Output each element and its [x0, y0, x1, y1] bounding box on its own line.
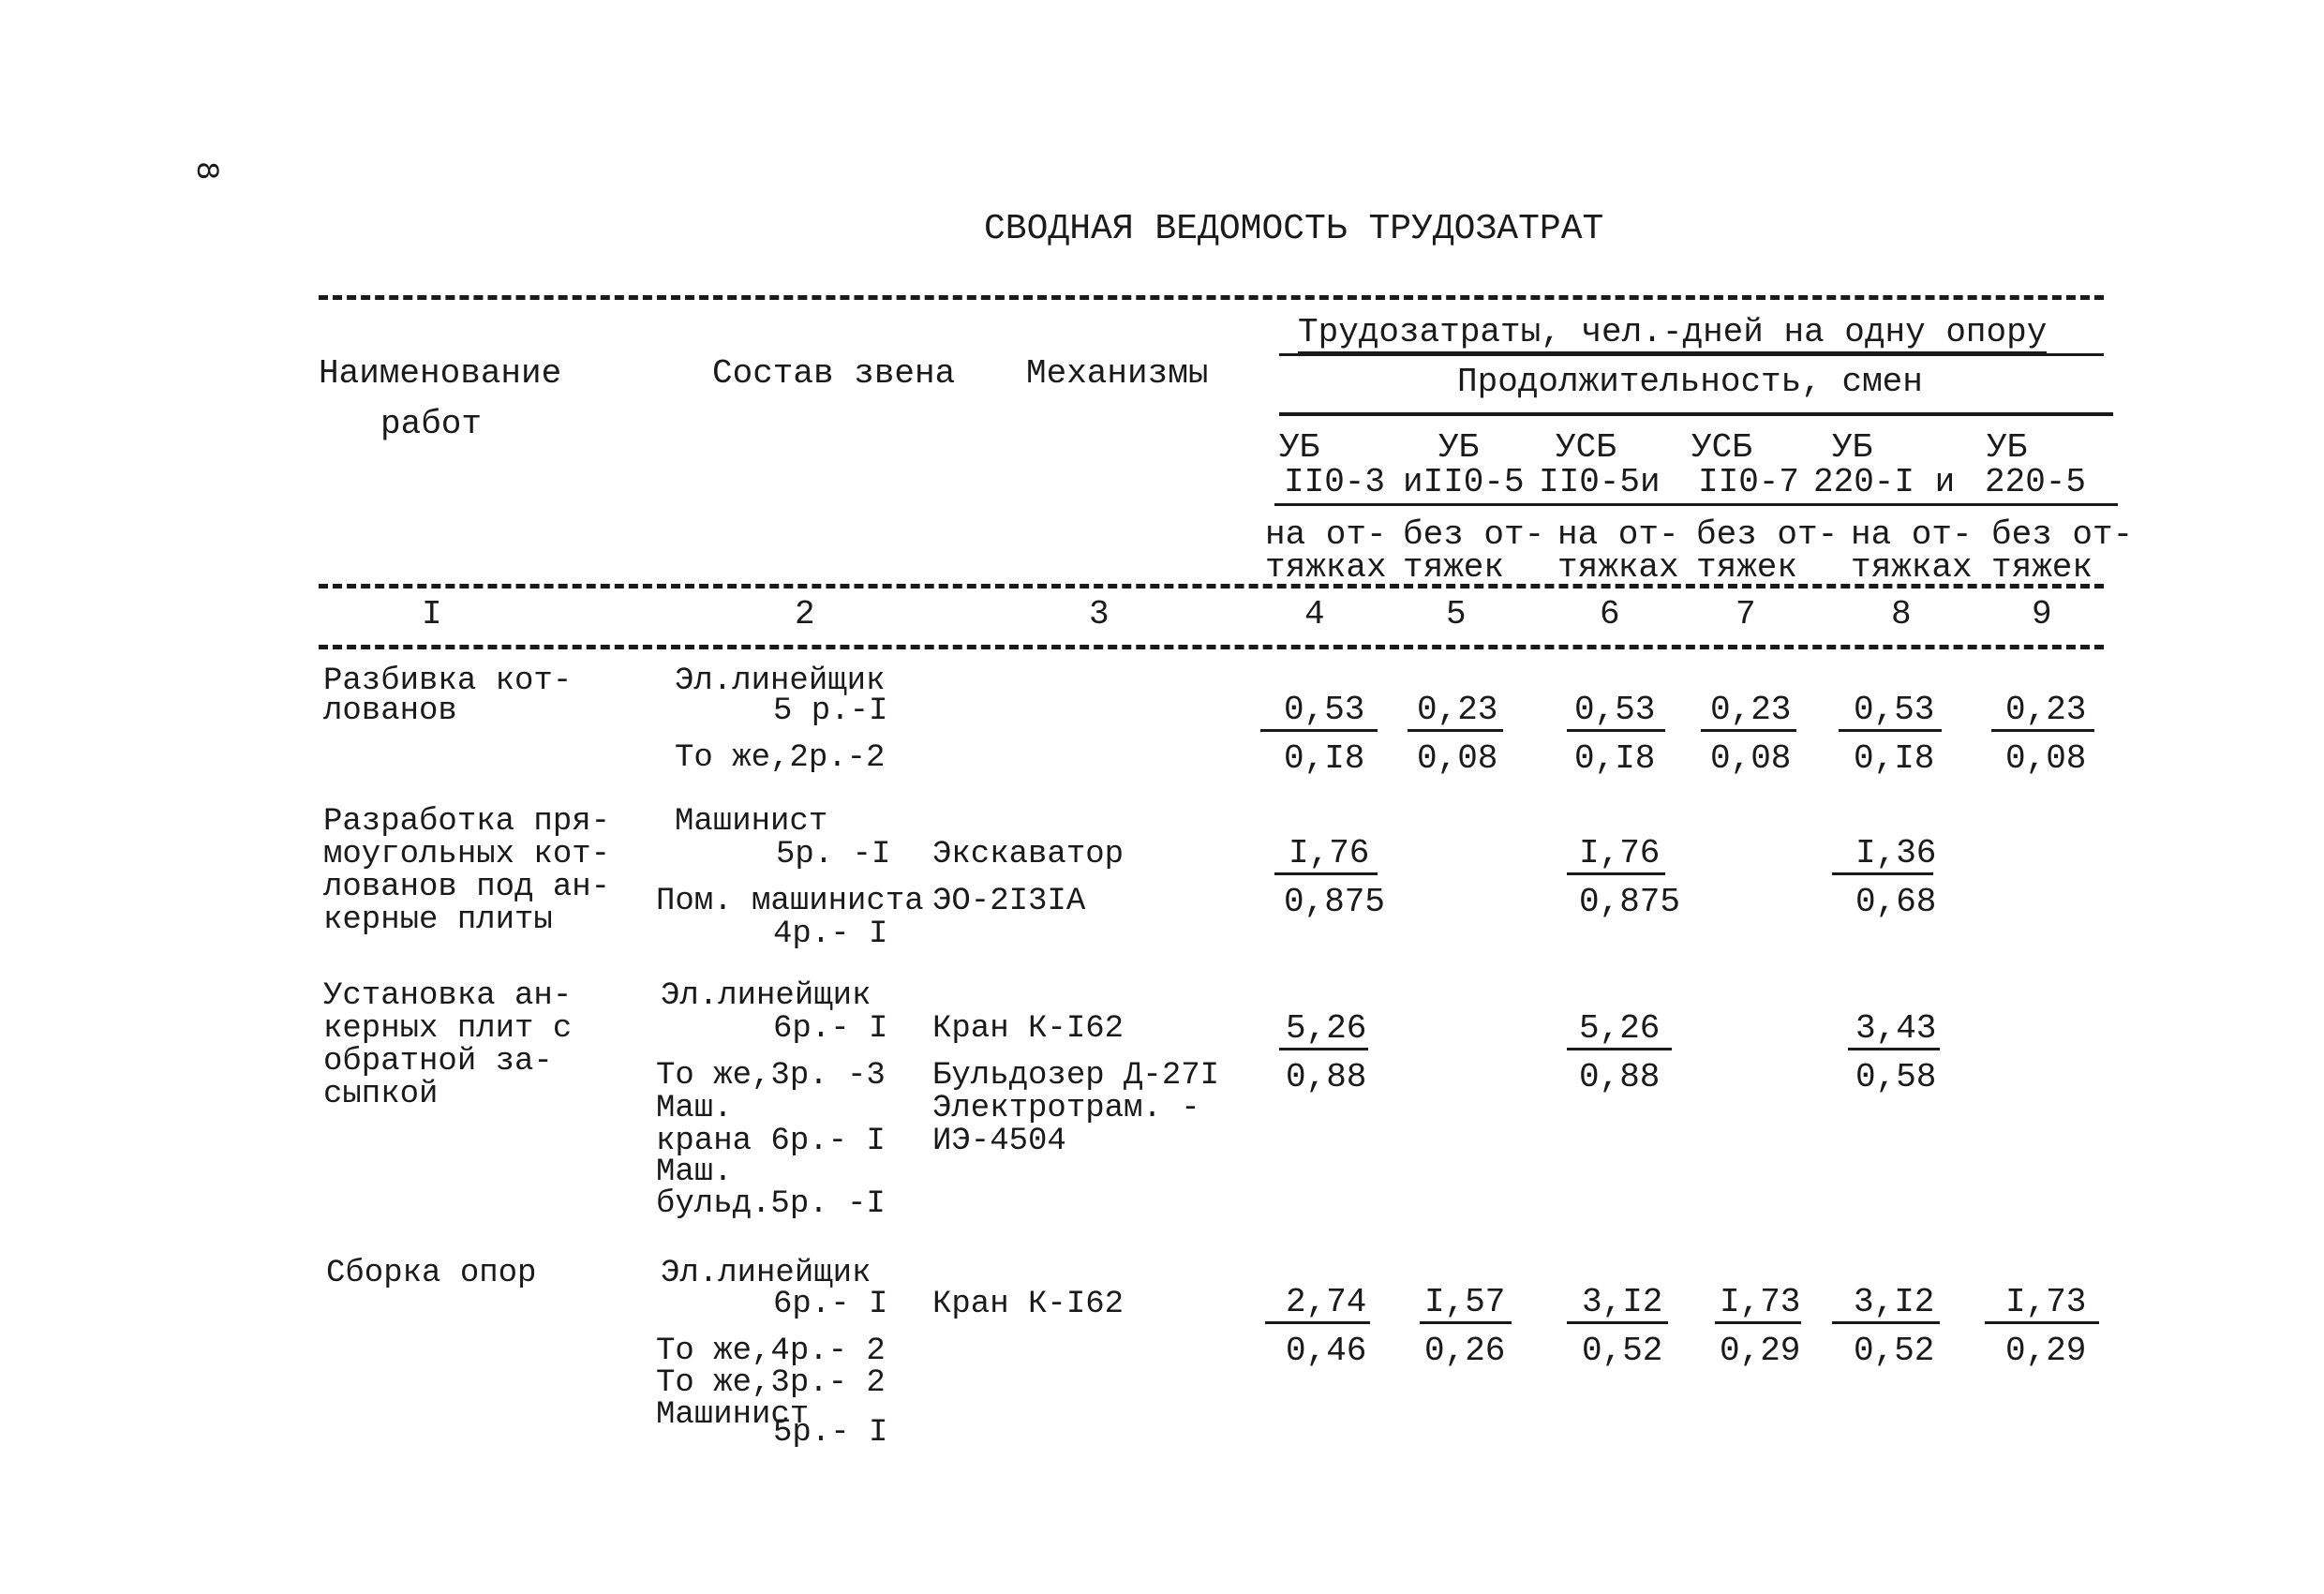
- guys-6-line1: без от-: [1991, 515, 2134, 554]
- row4-v6-bottom: 0,29: [2005, 1332, 2087, 1370]
- row1-v6-line: [1991, 729, 2094, 732]
- row1-v2-top: 0,23: [1417, 691, 1498, 729]
- row4-crew-5: Машинист: [656, 1397, 810, 1433]
- row1-crew-3: То же,2р.-2: [675, 740, 886, 776]
- row1-v1-line: [1260, 729, 1378, 732]
- row1-v3-line: [1567, 729, 1665, 732]
- row1-name-1: Разбивка кот-: [323, 663, 573, 699]
- guys-5-line1: на от-: [1851, 515, 1973, 554]
- row4-v5-line: [1832, 1321, 1940, 1324]
- row4-crew-6: 5р.- I: [773, 1415, 888, 1451]
- row2-crew-4: 4р.- I: [773, 916, 888, 952]
- row1-v1-bottom: 0,I8: [1284, 739, 1365, 778]
- guys-3-line2: тяжках: [1557, 548, 1679, 587]
- type-4-line1: УСБ: [1691, 428, 1752, 467]
- row4-v3-line: [1567, 1321, 1668, 1324]
- guys-2-line2: тяжек: [1403, 548, 1505, 587]
- row1-v5-line: [1839, 729, 1942, 732]
- top-rule: [319, 295, 2104, 300]
- row3-v3-top: 5,26: [1579, 1009, 1661, 1048]
- row2-v1-line: [1274, 872, 1378, 875]
- row4-v2-top: I,57: [1424, 1283, 1506, 1321]
- row4-name-1: Сборка опор: [326, 1256, 537, 1291]
- type-4-line2: II0-7: [1698, 463, 1800, 501]
- row2-name-2: моугольных кот-: [323, 837, 611, 872]
- row4-v1-bottom: 0,46: [1286, 1332, 1367, 1370]
- type-2-line1: УБ: [1438, 428, 1480, 467]
- row1-v6-bottom: 0,08: [2005, 739, 2087, 778]
- row1-v3-top: 0,53: [1574, 691, 1656, 729]
- row3-mech-2: Бульдозер Д-27I: [932, 1058, 1220, 1094]
- type-1-line2: II0-3: [1284, 463, 1386, 501]
- row3-v3-line: [1567, 1048, 1672, 1050]
- type-1-line1: УБ: [1279, 428, 1320, 467]
- row4-v3-top: 3,I2: [1582, 1283, 1663, 1321]
- row1-name-2: лованов: [323, 693, 457, 729]
- row4-v4-top: I,73: [1720, 1283, 1801, 1321]
- row4-v6-line: [1985, 1321, 2099, 1324]
- header-bottom-rule: [319, 584, 2104, 588]
- row3-mech-3: Электротрам. -: [932, 1091, 1200, 1126]
- type-3-line1: УСБ: [1556, 428, 1616, 467]
- row4-crew-2: 6р.- I: [773, 1287, 888, 1322]
- row1-v2-line: [1408, 729, 1503, 732]
- type-6-line1: УБ: [1987, 428, 2028, 467]
- row4-v6-top: I,73: [2005, 1283, 2087, 1321]
- colnum-2: 2: [795, 595, 815, 633]
- row2-name-4: керные плиты: [323, 902, 553, 938]
- row3-v1-line: [1279, 1048, 1368, 1050]
- colnum-6: 6: [1600, 595, 1620, 633]
- header-name-line1: Наименование: [319, 354, 562, 393]
- row3-v1-top: 5,26: [1286, 1009, 1367, 1048]
- row2-v3-top: I,76: [1579, 834, 1661, 872]
- row2-v5-bottom: 0,68: [1855, 883, 1937, 921]
- row1-v4-top: 0,23: [1710, 691, 1792, 729]
- type-5-line1: УБ: [1832, 428, 1873, 467]
- header-mechanisms: Механизмы: [1026, 354, 1209, 393]
- type-5-line2: 220-I и: [1813, 463, 1956, 501]
- row3-name-3: обратной за-: [323, 1044, 553, 1080]
- row4-crew-4: То же,3р.- 2: [656, 1365, 886, 1401]
- row4-v2-line: [1420, 1321, 1512, 1324]
- row3-mech-1: Кран К-I62: [932, 1011, 1125, 1047]
- colnum-9: 9: [2032, 595, 2052, 633]
- row4-v3-bottom: 0,52: [1582, 1332, 1663, 1370]
- colnum-4: 4: [1304, 595, 1325, 633]
- row3-name-2: керных плит с: [323, 1011, 573, 1047]
- guys-4-line2: тяжек: [1696, 548, 1798, 587]
- row2-v3-line: [1567, 872, 1665, 875]
- row3-crew-3: То же,3р. -3: [656, 1058, 886, 1094]
- header-labor-title: Трудозатраты, чел.-дней на одну опору: [1298, 316, 2047, 354]
- row3-v5-line: [1848, 1048, 1940, 1050]
- row3-crew-2: 6р.- I: [773, 1011, 888, 1047]
- row1-v6-top: 0,23: [2005, 691, 2087, 729]
- guys-1-line2: тяжках: [1265, 548, 1387, 587]
- row2-mech-1: Экскаватор: [932, 837, 1125, 872]
- header-labor-rule: [1279, 353, 2104, 356]
- row4-crew-3: То же,4р.- 2: [656, 1333, 886, 1369]
- type-3-line2: II0-5и: [1539, 463, 1661, 501]
- row1-v5-top: 0,53: [1854, 691, 1935, 729]
- row3-v5-bottom: 0,58: [1855, 1058, 1937, 1096]
- row4-crew-1: Эл.линейщик: [661, 1256, 872, 1291]
- row4-v1-top: 2,74: [1286, 1283, 1367, 1321]
- row3-v1-bottom: 0,88: [1286, 1058, 1367, 1096]
- colnum-8: 8: [1891, 595, 1912, 633]
- row2-v5-line: [1832, 872, 1933, 875]
- row4-v4-bottom: 0,29: [1720, 1332, 1801, 1370]
- row4-v5-bottom: 0,52: [1854, 1332, 1935, 1370]
- guys-1-line1: на от-: [1265, 515, 1387, 554]
- row2-v1-bottom: 0,875: [1284, 883, 1386, 921]
- guys-6-line2: тяжек: [1991, 548, 2093, 587]
- type-2-line2: иII0-5: [1403, 463, 1525, 501]
- row2-crew-1: Машинист: [675, 804, 828, 840]
- body-top-rule: [319, 645, 2104, 649]
- row2-name-3: лованов под ан-: [323, 870, 611, 905]
- row3-crew-6: Маш.: [656, 1155, 733, 1190]
- row3-crew-1: Эл.линейщик: [661, 978, 872, 1014]
- row2-crew-2: 5р. -I: [776, 837, 891, 872]
- colnum-5: 5: [1446, 595, 1467, 633]
- guys-5-line2: тяжках: [1851, 548, 1973, 587]
- header-duration-rule: [1279, 412, 2113, 416]
- guys-4-line1: без от-: [1696, 515, 1839, 554]
- row2-mech-2: ЭО-2I3IА: [932, 884, 1086, 919]
- row1-v4-line: [1701, 729, 1796, 732]
- row1-crew-2: 5 р.-I: [773, 693, 888, 729]
- row4-v2-bottom: 0,26: [1424, 1332, 1506, 1370]
- row3-name-1: Установка ан-: [323, 978, 573, 1014]
- header-types-rule: [1274, 503, 2118, 506]
- row3-v5-top: 3,43: [1855, 1009, 1937, 1048]
- row4-v5-top: 3,I2: [1854, 1283, 1935, 1321]
- row3-crew-5: крана 6р.- I: [656, 1124, 886, 1159]
- row1-v5-bottom: 0,I8: [1854, 739, 1935, 778]
- row2-v1-top: I,76: [1289, 834, 1370, 872]
- row3-crew-7: бульд.5р. -I: [656, 1186, 886, 1222]
- header-name-line2: работ: [380, 405, 483, 443]
- row1-v3-bottom: 0,I8: [1574, 739, 1656, 778]
- row2-crew-3: Пом. машиниста: [656, 884, 924, 919]
- header-crew: Состав звена: [712, 354, 956, 393]
- row1-v1-top: 0,53: [1284, 691, 1365, 729]
- row2-v3-bottom: 0,875: [1579, 883, 1681, 921]
- page-number: 8: [187, 161, 223, 181]
- row2-name-1: Разработка пря-: [323, 804, 611, 840]
- row3-v3-bottom: 0,88: [1579, 1058, 1661, 1096]
- row1-v4-bottom: 0,08: [1710, 739, 1792, 778]
- row4-mech-1: Кран К-I62: [932, 1287, 1125, 1322]
- colnum-1: I: [422, 595, 442, 633]
- colnum-7: 7: [1736, 595, 1756, 633]
- row1-crew-1: Эл.линейщик: [675, 663, 886, 699]
- row3-crew-4: Маш.: [656, 1091, 733, 1126]
- guys-2-line1: без от-: [1403, 515, 1545, 554]
- guys-3-line1: на от-: [1557, 515, 1679, 554]
- page-title: СВОДНАЯ ВЕДОМОСТЬ ТРУДОЗАТРАТ: [984, 209, 1604, 249]
- row3-mech-4: ИЭ-4504: [932, 1124, 1066, 1159]
- row1-v2-bottom: 0,08: [1417, 739, 1498, 778]
- row3-name-4: сыпкой: [323, 1077, 439, 1112]
- row4-v1-line: [1265, 1321, 1370, 1324]
- row2-v5-top: I,36: [1855, 834, 1937, 872]
- type-6-line2: 220-5: [1985, 463, 2087, 501]
- colnum-3: 3: [1089, 595, 1110, 633]
- header-duration-title: Продолжительность, смен: [1457, 363, 1923, 401]
- row4-v4-line: [1715, 1321, 1801, 1324]
